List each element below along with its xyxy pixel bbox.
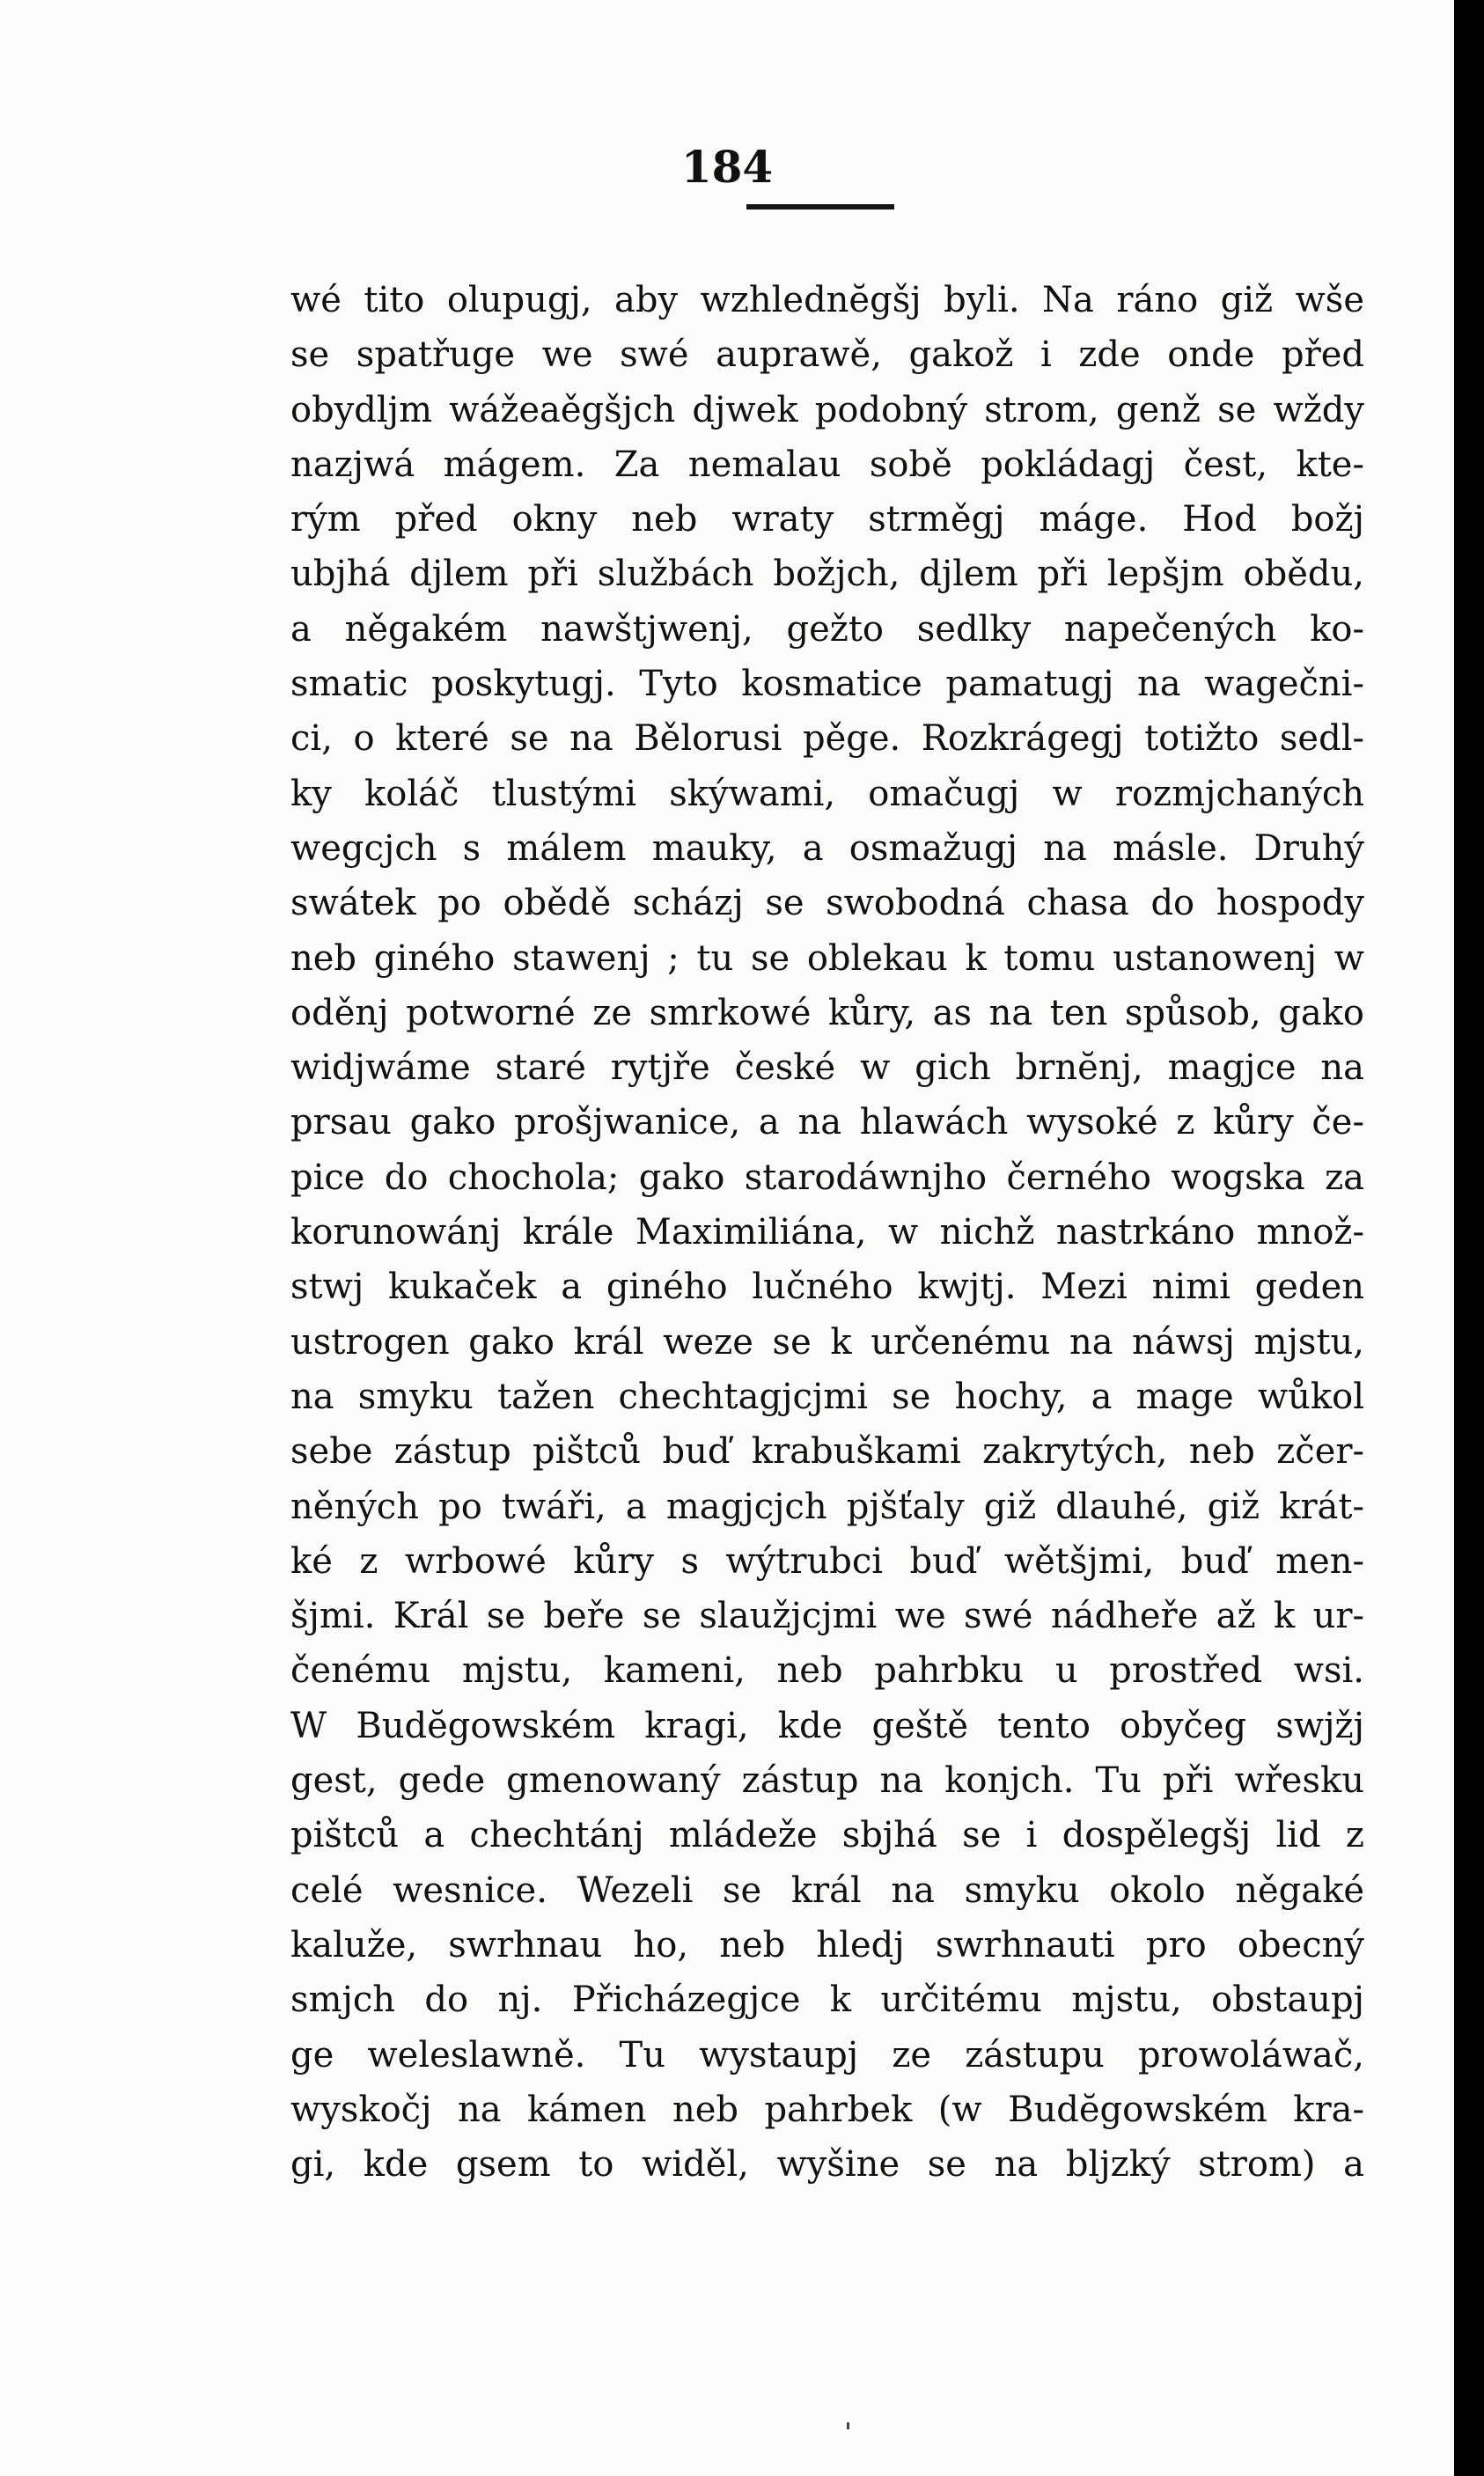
text-line-8: smatic poskytugj. Tyto kosmatice pamatugj na wagečni- <box>290 664 1364 705</box>
text-line-30: celé wesnice. Wezeli se král na smyku okolo něgaké <box>290 1870 1364 1911</box>
text-line-34: wyskočj na kámen neb pahrbek (w Budĕgowském kra- <box>290 2089 1364 2130</box>
text-line-16: prsau gako prošjwanice, a na hlawách wysoké z kůry če- <box>290 1102 1364 1143</box>
text-line-33: ge weleslawně. Tu wystaupj ze zástupu prowoláwač, <box>290 2034 1364 2076</box>
text-line-26: čenému mjstu, kameni, neb pahrbku u prostřed wsi. <box>290 1650 1364 1692</box>
text-line-12: swátek po obědě scházj se swobodná chasa do hospody <box>290 883 1364 924</box>
ink-speck <box>847 2422 849 2429</box>
text-line-13: neb giného stawenj ; tu se oblekau k tomu ustanowenj w <box>290 937 1364 979</box>
text-line-15: widjwáme staré rytjře české w gich brnĕnj, magjce na <box>290 1047 1364 1089</box>
text-line-25: šjmi. Král se beře se slaužjcjmi we swé nádheře až k ur- <box>290 1596 1364 1637</box>
text-line-10: ky koláč tlustými skýwami, omačugj w rozmjchaných <box>290 773 1364 814</box>
text-line-22: sebe zástup pištců buď krabuškami zakrytých, neb zčer- <box>290 1431 1364 1473</box>
text-line-35: gi, kde gsem to widěl, wyšine se na bljzký strom) a <box>290 2144 1364 2186</box>
text-line-24: ké z wrbowé kůry s wýtrubci buď wětšjmi, buď men- <box>290 1540 1364 1582</box>
page-number-underline <box>746 204 894 209</box>
text-line-1: wé tito olupugj, aby wzhlednĕgšj byli. Na ráno giž wše <box>290 280 1364 320</box>
text-line-20: ustrogen gako král weze se k určenému na náwsj mjstu, <box>290 1321 1364 1363</box>
text-line-11: wegcjch s málem mauky, a osmažugj na másle. Druhý <box>290 827 1364 869</box>
text-line-18: korunowánj krále Maximiliána, w nichž nastrkáno množ- <box>290 1212 1364 1253</box>
text-line-2: se spatřuge we swé auprawě, gakož i zde onde před <box>290 334 1364 376</box>
page-number: 184 <box>680 141 774 193</box>
text-line-5: rým před okny neb wraty strměgj máge. Hod božj <box>290 499 1364 540</box>
page-edge-shadow <box>1454 0 1484 2476</box>
text-line-32: smjch do nj. Přicházegjce k určitému mjstu, obstaupj <box>290 1980 1364 2021</box>
text-line-28: gest, gede gmenowaný zástup na konjch. Tu při wřesku <box>290 1760 1364 1802</box>
text-line-17: pice do chochola; gako starodáwnjho černého wogska za <box>290 1157 1364 1198</box>
text-line-4: nazjwá mágem. Za nemalau sobě pokládagj čest, kte- <box>290 444 1364 485</box>
text-line-14: oděnj potworné ze smrkowé kůry, as na ten spůsob, gako <box>290 992 1364 1033</box>
body-text <box>290 273 1364 2192</box>
text-line-9: ci, o které se na Bělorusi pěge. Rozkrágegj totižto sedl- <box>290 718 1364 760</box>
text-line-27: W Budĕgowském kragi, kde geště tento obyčeg swjžj <box>290 1705 1364 1746</box>
text-line-21: na smyku tažen chechtagjcjmi se hochy, a mage wůkol <box>290 1376 1364 1417</box>
text-line-19: stwj kukaček a giného lučného kwjtj. Mezi nimi geden <box>290 1267 1364 1308</box>
text-line-7: a něgakém nawštjwenj, gežto sedlky napečených ko- <box>290 608 1364 650</box>
text-line-29: pištců a chechtánj mládeže sbjhá se i dospělegšj lid z <box>290 1815 1364 1856</box>
text-line-6: ubjhá djlem při službách božjch, djlem při lepšjm obědu, <box>290 554 1364 595</box>
text-line-23: něných po twáři, a magjcjch pjšťaly giž dlauhé, giž krát- <box>290 1486 1364 1527</box>
text-line-31: kaluže, swrhnau ho, neb hledj swrhnauti pro obecný <box>290 1924 1364 1965</box>
text-line-3: obydljm wážeaěgšjch djwek podobný strom, genž se wždy <box>290 389 1364 430</box>
